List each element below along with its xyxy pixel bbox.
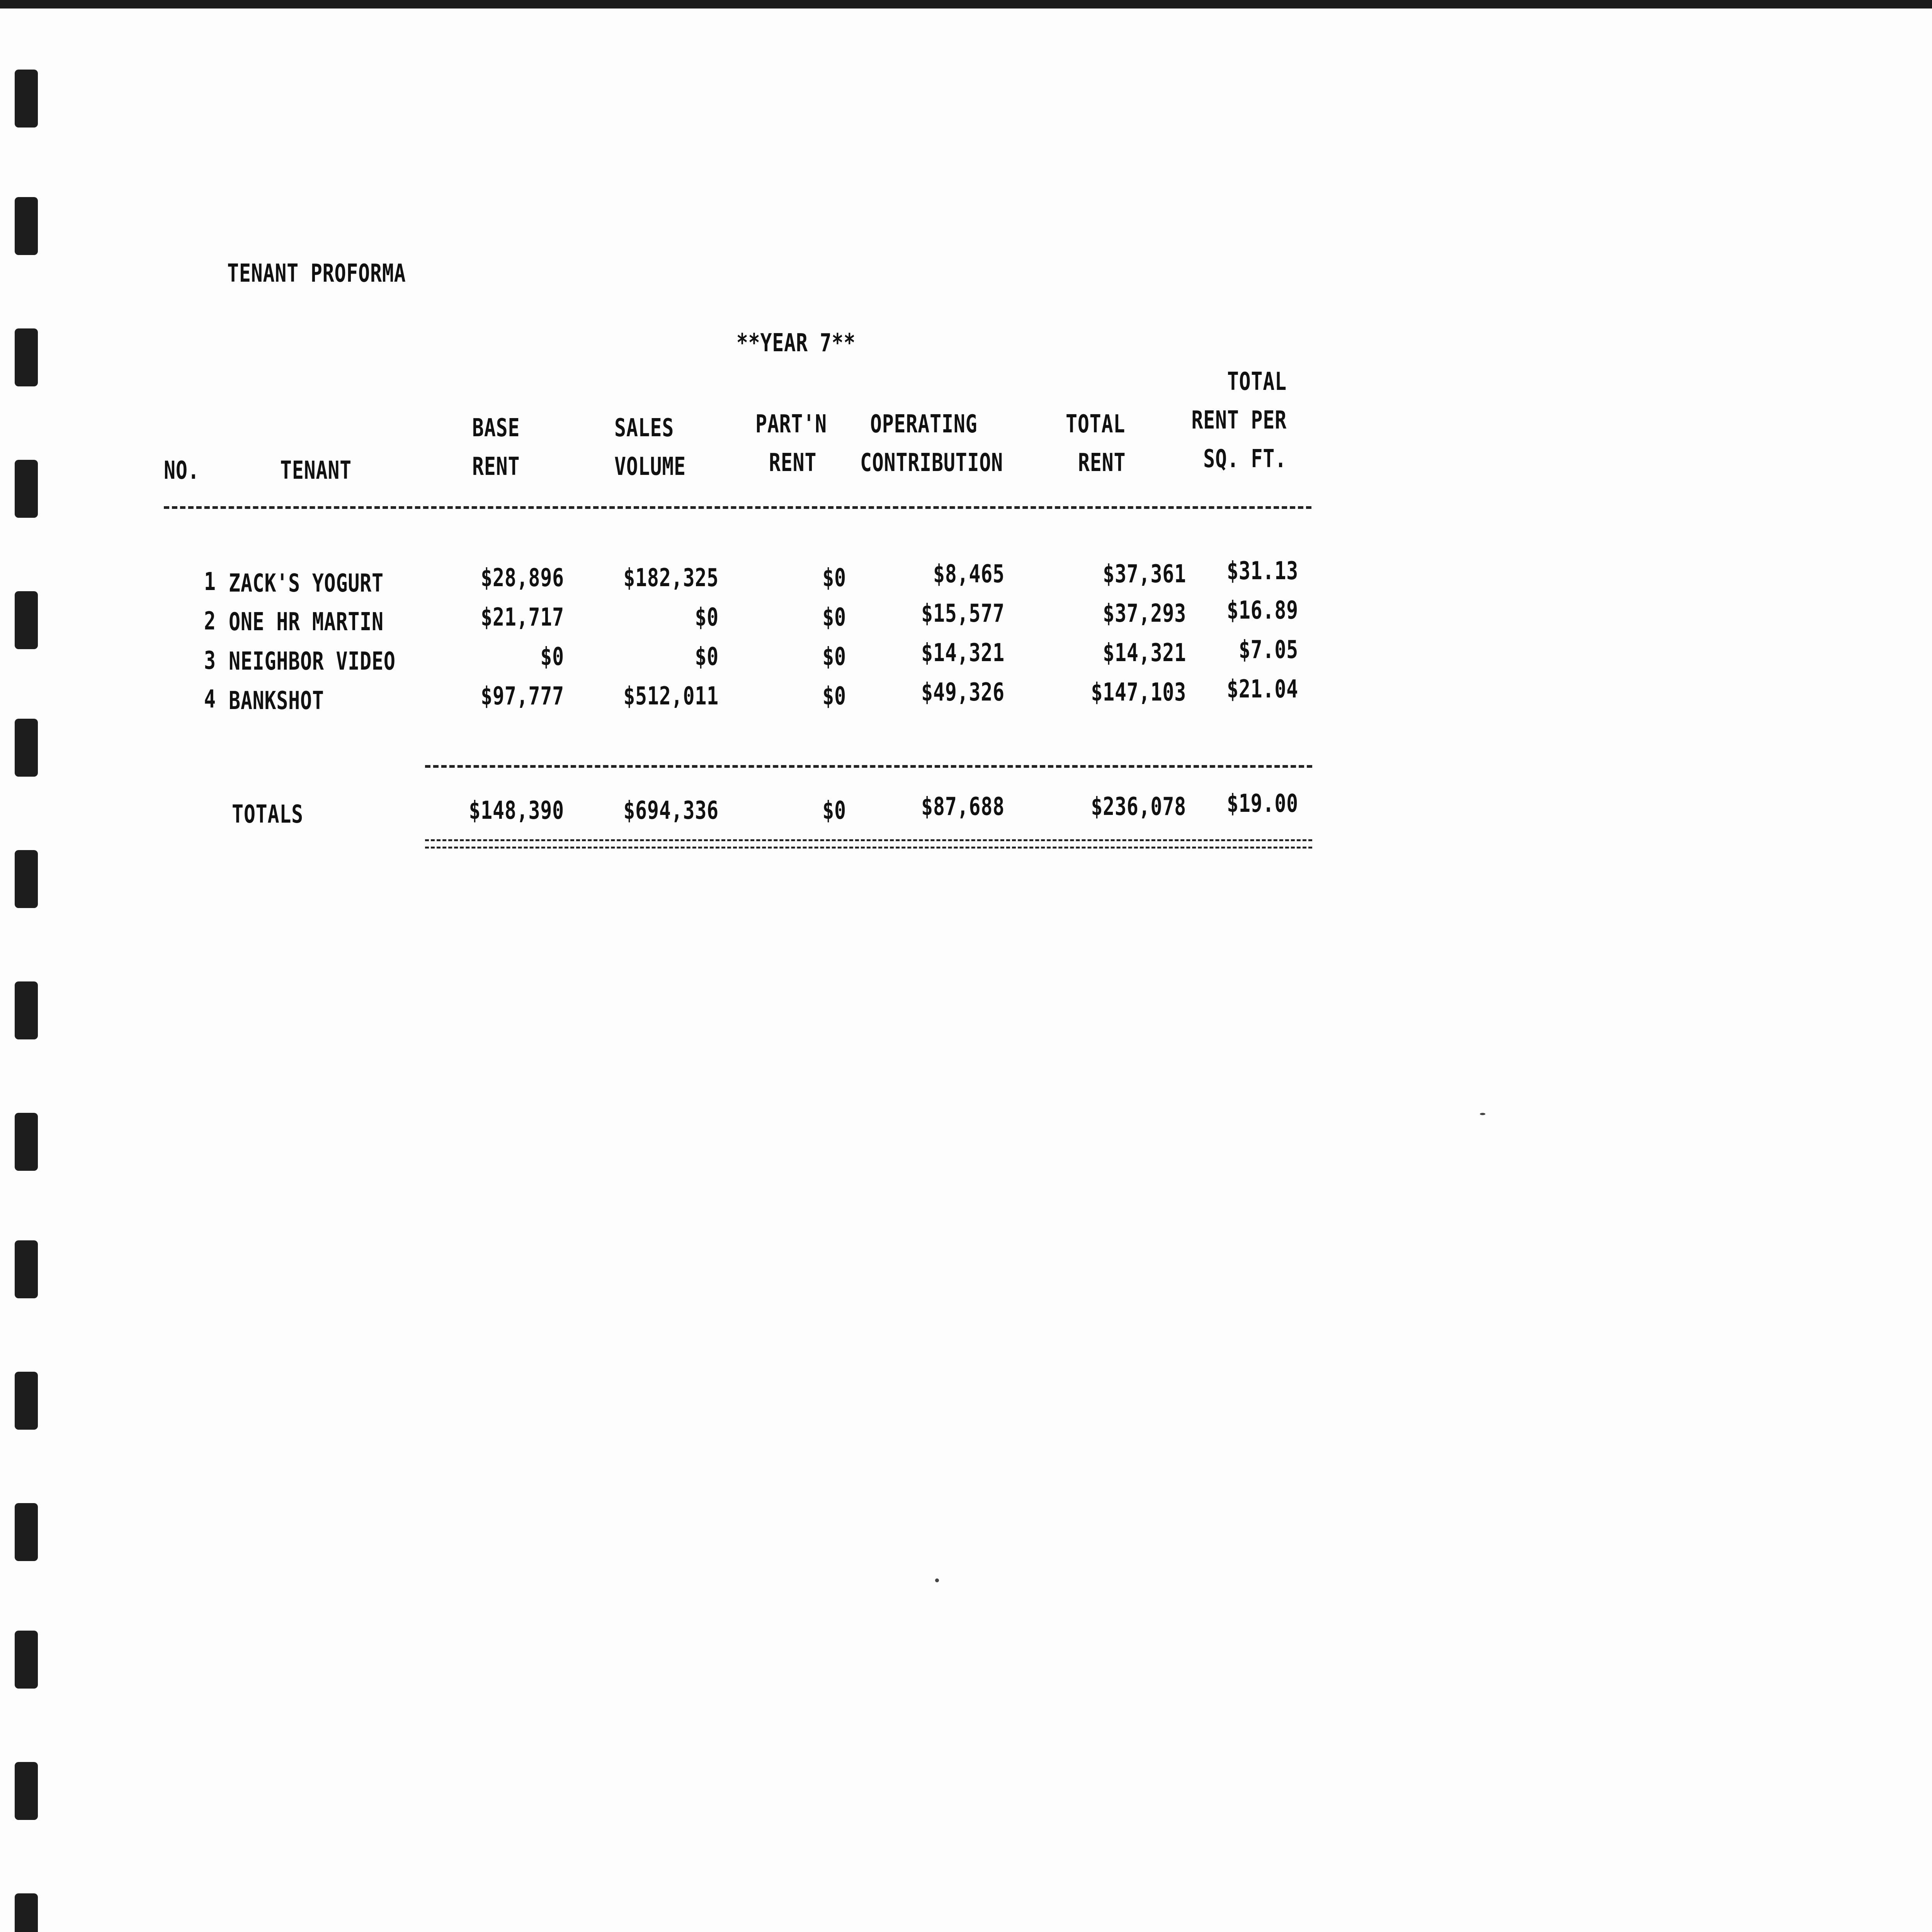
binder-hole (15, 1762, 38, 1820)
table-row-partn-rent: $0 (822, 564, 846, 592)
scan-speck (935, 1578, 939, 1582)
table-row-partn-rent: $0 (822, 603, 846, 632)
table-row-rent-per-sqft: $7.05 (1238, 636, 1298, 664)
table-row-sales-volume: $182,325 (623, 564, 719, 592)
col-header-sales-volume-line2: VOLUME (614, 452, 686, 481)
binder-hole (15, 70, 38, 128)
totals-rule (425, 765, 1312, 768)
col-header-base-rent-line1: BASE (472, 414, 520, 442)
binder-hole (15, 981, 38, 1039)
col-header-operating-contribution-line1: OPERATING (870, 410, 978, 439)
binder-hole (15, 197, 38, 255)
col-header-sales-volume-line1: SALES (614, 414, 674, 442)
table-row-operating-contribution: $49,326 (921, 678, 1005, 707)
table-row-tenant: ZACK'S YOGURT (229, 569, 384, 598)
binder-hole (15, 1113, 38, 1171)
table-row-total-rent: $37,361 (1103, 560, 1186, 588)
binder-hole (15, 1240, 38, 1298)
col-header-tenant: TENANT (280, 456, 352, 485)
table-row-sales-volume: $0 (695, 603, 719, 632)
table-row-partn-rent: $0 (822, 643, 846, 671)
binder-hole (15, 850, 38, 908)
col-header-total-rent-line2: RENT (1078, 449, 1126, 477)
totals-double-rule (425, 839, 1312, 849)
table-row-base-rent: $21,717 (481, 603, 564, 632)
table-row-operating-contribution: $8,465 (933, 560, 1005, 588)
col-header-base-rent-line2: RENT (472, 452, 520, 481)
header-rule (164, 506, 1311, 509)
table-row-no: 3 (204, 646, 216, 675)
scan-speck (1480, 1113, 1485, 1115)
binder-hole (15, 1372, 38, 1430)
table-row-base-rent: $0 (540, 643, 564, 671)
table-row-operating-contribution: $14,321 (921, 639, 1005, 667)
table-row-rent-per-sqft: $21.04 (1226, 675, 1298, 704)
binder-hole (15, 591, 38, 649)
col-header-total-rent-line1: TOTAL (1066, 410, 1126, 439)
table-row-total-rent: $37,293 (1103, 599, 1186, 628)
col-header-rent-per-sqft-line1: TOTAL (1227, 367, 1287, 396)
totals-label: TOTALS (232, 800, 304, 829)
col-header-rent-per-sqft-line2: RENT PER (1191, 406, 1287, 435)
table-row-tenant: BANKSHOT (229, 687, 324, 715)
binder-hole (15, 1631, 38, 1689)
scan-top-border (0, 0, 1932, 9)
table-row-base-rent: $97,777 (481, 682, 564, 711)
col-header-partn-rent-line2: RENT (769, 449, 817, 477)
table-row-no: 4 (204, 685, 216, 714)
table-row-tenant: ONE HR MARTIN (229, 608, 384, 636)
totals-sales-volume: $694,336 (623, 796, 719, 825)
col-header-operating-contribution-line2: CONTRIBUTION (860, 449, 1003, 477)
binder-hole (15, 460, 38, 518)
table-row-tenant: NEIGHBOR VIDEO (229, 647, 396, 676)
totals-partn-rent: $0 (822, 796, 846, 825)
table-row-sales-volume: $0 (695, 643, 719, 671)
table-row-rent-per-sqft: $31.13 (1226, 557, 1298, 585)
col-header-rent-per-sqft-line3: SQ. FT. (1203, 445, 1287, 473)
document-title: TENANT PROFORMA (227, 259, 406, 288)
table-row-partn-rent: $0 (822, 682, 846, 711)
totals-base-rent: $148,390 (469, 796, 564, 825)
table-row-total-rent: $14,321 (1103, 639, 1186, 667)
col-header-no: NO. (164, 456, 200, 485)
table-row-base-rent: $28,896 (481, 564, 564, 592)
table-row-sales-volume: $512,011 (623, 682, 719, 711)
totals-operating-contribution: $87,688 (921, 793, 1005, 821)
totals-rent-per-sqft: $19.00 (1226, 789, 1298, 818)
table-row-rent-per-sqft: $16.89 (1226, 596, 1298, 625)
binder-hole (15, 1503, 38, 1561)
col-header-partn-rent-line1: PART'N (755, 410, 827, 439)
table-row-total-rent: $147,103 (1091, 678, 1186, 707)
binder-hole (15, 1893, 38, 1932)
period-heading: **YEAR 7** (736, 329, 856, 357)
binder-hole (15, 328, 38, 386)
binder-hole (15, 719, 38, 777)
table-row-no: 2 (204, 607, 216, 636)
table-row-operating-contribution: $15,577 (921, 599, 1005, 628)
totals-total-rent: $236,078 (1091, 793, 1186, 821)
table-row-no: 1 (204, 568, 216, 596)
